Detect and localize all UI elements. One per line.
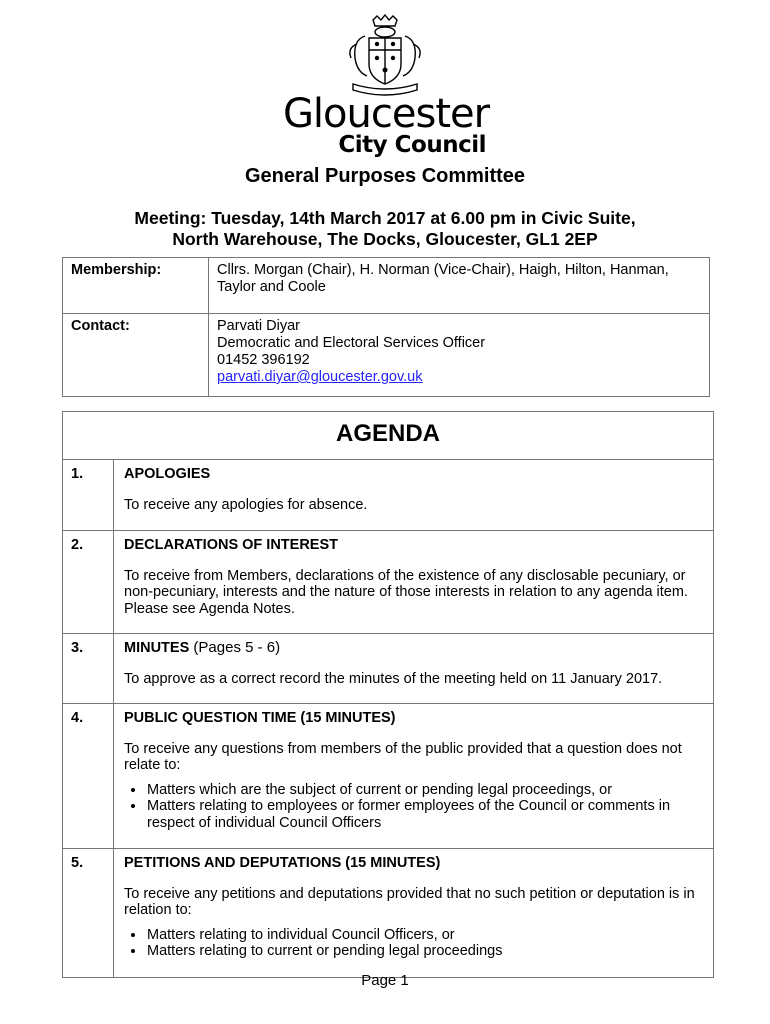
contact-phone: 01452 396192	[217, 352, 310, 368]
agenda-item	[63, 460, 714, 531]
bullet-item: • Matters which are the subject of current or pending legal proceedings, or	[146, 782, 703, 799]
agenda-item-pages: (Pages 5 - 6)	[189, 639, 281, 656]
membership-value: Cllrs. Morgan (Chair), H. Norman (Vice-Chair), Haigh, Hilton, Hanman, Taylor and Coole	[209, 258, 710, 314]
council-logo	[0, 14, 770, 164]
agenda-item-bullets	[124, 782, 703, 832]
agenda-item-number: 5.	[63, 849, 114, 978]
agenda-item-body	[114, 704, 714, 849]
agenda-item-bullets	[124, 927, 703, 960]
bullet-item: • Matters relating to employees or former employees of the Council or comments in respect of individual Council Officers	[146, 798, 703, 831]
agenda-item-title: PETITIONS AND DEPUTATIONS (15 MINUTES)	[124, 855, 441, 871]
contact-label: Contact:	[63, 314, 209, 397]
agenda-item-text: To approve as a correct record the minutes of the meeting held on 11 January 2017.	[124, 670, 663, 687]
agenda-item-title: DECLARATIONS OF INTEREST	[124, 537, 339, 553]
contact-role: Democratic and Electoral Services Officer	[217, 335, 486, 351]
agenda-item-title: PUBLIC QUESTION TIME (15 MINUTES)	[124, 710, 396, 726]
agenda-item-number: 2.	[63, 531, 114, 634]
agenda-item-body	[114, 460, 714, 531]
agenda-item-title	[124, 640, 703, 657]
agenda-item-body	[114, 531, 714, 634]
agenda-item-text: To receive any petitions and deputations provided that no such petition or deputation is in relation to:	[124, 885, 695, 918]
meeting-details-line-1: Meeting: Tuesday, 14th March 2017 at 6.00 pm in Civic Suite,	[134, 208, 636, 228]
agenda-heading: AGENDA	[63, 412, 714, 460]
bullet-item: • Matters relating to individual Council Officers, or	[146, 927, 703, 944]
agenda-table	[62, 411, 714, 978]
logo-wordmark-city-council: City Council	[338, 132, 486, 158]
agenda-item-body	[114, 849, 714, 978]
page-number: Page 1	[361, 972, 409, 989]
agenda-item	[63, 704, 714, 849]
meeting-details-line-2: North Warehouse, The Docks, Gloucester, GL1 2EP	[172, 229, 598, 249]
coat-of-arms-icon	[343, 14, 427, 100]
contact-email-link[interactable]: parvati.diyar@gloucester.gov.uk	[217, 369, 423, 385]
agenda-item-body	[114, 634, 714, 704]
committee-title: General Purposes Committee	[244, 165, 526, 187]
contact-name: Parvati Diyar	[217, 318, 300, 334]
membership-label: Membership:	[63, 258, 209, 314]
agenda-item	[63, 531, 714, 634]
logo-wordmark-gloucester: Gloucester	[282, 91, 490, 137]
agenda-item-title-text: MINUTES	[124, 640, 190, 656]
agenda-item	[63, 634, 714, 704]
agenda-heading-row	[63, 412, 714, 460]
contact-details	[209, 314, 710, 397]
agenda-item-text: To receive any questions from members of the public provided that a question does not relate to:	[124, 740, 682, 773]
agenda-item-text: To receive any apologies for absence.	[124, 496, 368, 513]
agenda-item-number: 4.	[63, 704, 114, 849]
membership-row	[63, 258, 710, 314]
agenda-item-text: To receive from Members, declarations of the existence of any disclosable pecuniary, or non-pecuniary, interests and the nature of those interests in relation to any agenda item. Please see Agenda Notes.	[124, 567, 688, 617]
agenda-item	[63, 849, 714, 978]
agenda-item-number: 1.	[63, 460, 114, 531]
meeting-info-table	[62, 257, 710, 397]
bullet-item: • Matters relating to current or pending legal proceedings	[146, 943, 703, 960]
agenda-item-title: APOLOGIES	[124, 466, 211, 482]
agenda-item-number: 3.	[63, 634, 114, 704]
contact-row	[63, 314, 710, 397]
